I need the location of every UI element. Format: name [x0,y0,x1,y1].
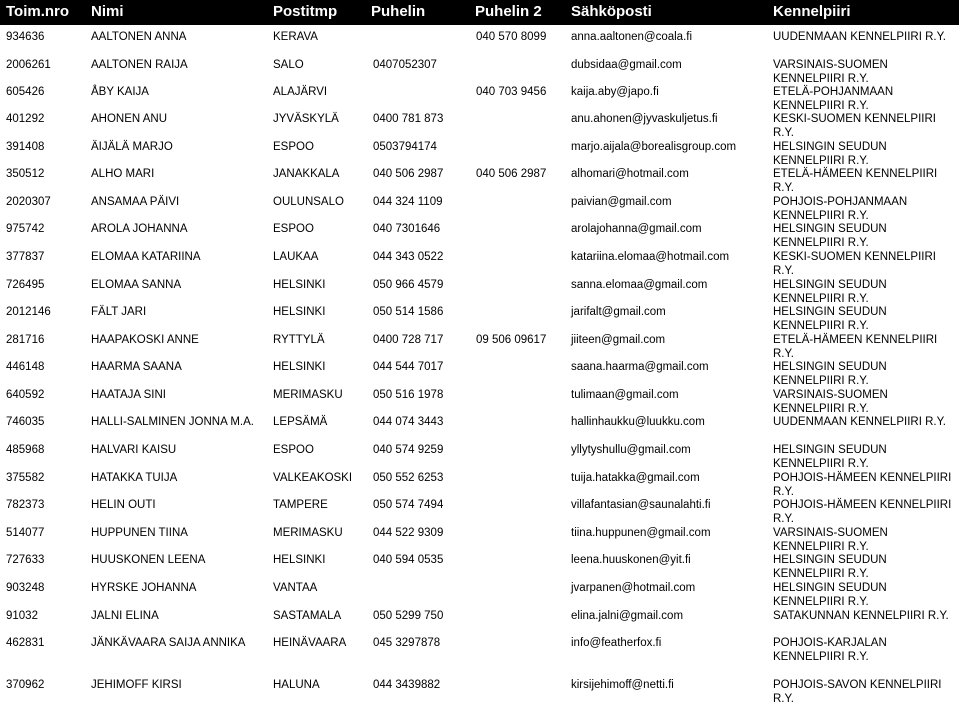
cell-name: HUPPUNEN TIINA [91,527,188,539]
cell-name: HAARMA SAANA [91,361,182,373]
cell-id: 391408 [6,141,45,153]
cell-id: 281716 [6,334,45,346]
cell-email: elina.jalni@gmail.com [571,610,684,622]
cell-phone: 050 966 4579 [373,279,444,291]
cell-phone: 044 3439882 [373,679,441,691]
header-name: Nimi [91,3,124,20]
cell-district: VARSINAIS-SUOMEN KENNELPIIRI R.Y. [773,527,888,553]
cell-postal: LEPSÄMÄ [273,416,328,428]
cell-name: ÅBY KAIJA [91,86,149,98]
cell-id: 903248 [6,582,45,594]
cell-name: AHONEN ANU [91,113,168,125]
cell-phone2: 040 703 9456 [476,86,547,98]
cell-name: HAATAJA SINI [91,389,166,401]
table-header [0,0,959,25]
cell-phone: 050 552 6253 [373,472,444,484]
cell-postal: KERAVA [273,31,318,43]
cell-district: POHJOIS-SAVON KENNELPIIRI R.Y. [773,679,942,705]
cell-id: 514077 [6,527,45,539]
cell-district: ETELÄ-HÄMEEN KENNELPIIRI R.Y. [773,334,938,360]
cell-postal: ESPOO [273,141,314,153]
cell-district: HELSINGIN SEUDUN KENNELPIIRI R.Y. [773,361,887,387]
cell-postal: HALUNA [273,679,320,691]
cell-name: HELIN OUTI [91,499,156,511]
cell-id: 375582 [6,472,45,484]
cell-name: ALHO MARI [91,168,155,180]
cell-name: ELOMAA KATARIINA [91,251,201,263]
cell-email: saana.haarma@gmail.com [571,361,709,373]
cell-name: JALNI ELINA [91,610,159,622]
cell-phone: 045 3297878 [373,637,441,649]
header-postal: Postitmp [273,3,338,20]
cell-phone: 044 544 7017 [373,361,444,373]
cell-postal: LAUKAA [273,251,319,263]
header-id: Toim.nro [6,3,70,20]
cell-district: KESKI-SUOMEN KENNELPIIRI R.Y. [773,113,936,139]
cell-id: 401292 [6,113,45,125]
cell-email: marjo.aijala@borealisgroup.com [571,141,737,153]
cell-email: jiiteen@gmail.com [571,334,666,346]
cell-postal: RYTTYLÄ [273,334,325,346]
cell-email: kaija.aby@japo.fi [571,86,659,98]
cell-id: 91032 [6,610,38,622]
cell-name: AROLA JOHANNA [91,223,188,235]
cell-phone: 040 7301646 [373,223,441,235]
cell-email: anu.ahonen@jyvaskuljetus.fi [571,113,718,125]
cell-phone: 050 5299 750 [373,610,444,622]
cell-email: alhomari@hotmail.com [571,168,689,180]
cell-district: SATAKUNNAN KENNELPIIRI R.Y. [773,610,949,622]
cell-phone: 0400 728 717 [373,334,444,346]
cell-district: POHJOIS-POHJANMAAN KENNELPIIRI R.Y. [773,196,908,222]
cell-district: POHJOIS-HÄMEEN KENNELPIIRI R.Y. [773,472,952,498]
header-email: Sähköposti [571,3,652,20]
cell-district: UUDENMAAN KENNELPIIRI R.Y. [773,31,946,43]
cell-name: FÄLT JARI [91,306,147,318]
cell-name: JEHIMOFF KIRSI [91,679,182,691]
cell-email: tiina.huppunen@gmail.com [571,527,711,539]
cell-email: kirsijehimoff@netti.fi [571,679,674,691]
cell-postal: ESPOO [273,444,314,456]
cell-email: arolajohanna@gmail.com [571,223,702,235]
cell-postal: HELSINKI [273,554,326,566]
cell-id: 605426 [6,86,45,98]
cell-postal: HELSINKI [273,361,326,373]
cell-postal: HELSINKI [273,306,326,318]
cell-email: anna.aaltonen@coala.fi [571,31,693,43]
cell-district: HELSINGIN SEUDUN KENNELPIIRI R.Y. [773,582,887,608]
cell-phone2: 040 570 8099 [476,31,547,43]
cell-postal: MERIMASKU [273,389,343,401]
cell-postal: TAMPERE [273,499,328,511]
cell-name: HATAKKA TUIJA [91,472,178,484]
cell-district: ETELÄ-HÄMEEN KENNELPIIRI R.Y. [773,168,938,194]
cell-name: HALLI-SALMINEN JONNA M.A. [91,416,254,428]
cell-district: VARSINAIS-SUOMEN KENNELPIIRI R.Y. [773,59,888,85]
cell-postal: SASTAMALA [273,610,342,622]
cell-email: tuija.hatakka@gmail.com [571,472,700,484]
cell-phone2: 040 506 2987 [476,168,547,180]
cell-id: 782373 [6,499,45,511]
cell-id: 2012146 [6,306,51,318]
cell-district: HELSINGIN SEUDUN KENNELPIIRI R.Y. [773,223,887,249]
cell-phone2: 09 506 09617 [476,334,547,346]
cell-id: 934636 [6,31,45,43]
cell-district: HELSINGIN SEUDUN KENNELPIIRI R.Y. [773,444,887,470]
cell-district: HELSINGIN SEUDUN KENNELPIIRI R.Y. [773,141,887,167]
cell-email: info@featherfox.fi [571,637,662,649]
cell-id: 350512 [6,168,45,180]
cell-email: paivian@gmail.com [571,196,672,208]
cell-id: 446148 [6,361,45,373]
cell-name: AALTONEN RAIJA [91,59,188,71]
cell-postal: HELSINKI [273,279,326,291]
cell-id: 975742 [6,223,45,235]
cell-postal: ALAJÄRVI [273,86,328,98]
cell-district: HELSINGIN SEUDUN KENNELPIIRI R.Y. [773,306,887,332]
cell-name: ÄIJÄLÄ MARJO [91,141,173,153]
cell-email: jvarpanen@hotmail.com [571,582,696,594]
cell-district: KESKI-SUOMEN KENNELPIIRI R.Y. [773,251,936,277]
cell-email: jarifalt@gmail.com [571,306,666,318]
cell-district: POHJOIS-KARJALAN KENNELPIIRI R.Y. [773,637,887,663]
cell-phone: 050 574 7494 [373,499,444,511]
cell-name: AALTONEN ANNA [91,31,187,43]
cell-email: leena.huuskonen@yit.fi [571,554,691,566]
cell-district: VARSINAIS-SUOMEN KENNELPIIRI R.Y. [773,389,888,415]
cell-phone: 044 522 9309 [373,527,444,539]
cell-name: HAAPAKOSKI ANNE [91,334,199,346]
header-district: Kennelpiiri [773,3,851,20]
cell-phone: 0400 781 873 [373,113,444,125]
header-phone2: Puhelin 2 [475,3,542,20]
cell-phone: 0407052307 [373,59,437,71]
cell-email: katariina.elomaa@hotmail.com [571,251,730,263]
cell-id: 727633 [6,554,45,566]
cell-district: POHJOIS-HÄMEEN KENNELPIIRI R.Y. [773,499,952,525]
cell-phone: 050 516 1978 [373,389,444,401]
cell-postal: SALO [273,59,304,71]
cell-id: 746035 [6,416,45,428]
cell-email: hallinhaukku@luukku.com [571,416,705,428]
cell-postal: JYVÄSKYLÄ [273,113,339,125]
cell-postal: MERIMASKU [273,527,343,539]
cell-id: 377837 [6,251,45,263]
cell-phone: 040 594 0535 [373,554,444,566]
cell-email: dubsidaa@gmail.com [571,59,682,71]
cell-name: HALVARI KAISU [91,444,177,456]
cell-id: 640592 [6,389,45,401]
cell-postal: ESPOO [273,223,314,235]
cell-id: 370962 [6,679,45,691]
cell-phone: 040 574 9259 [373,444,444,456]
cell-postal: JANAKKALA [273,168,340,180]
cell-district: ETELÄ-POHJANMAAN KENNELPIIRI R.Y. [773,86,894,112]
cell-id: 2020307 [6,196,51,208]
cell-name: JÄNKÄVAARA SAIJA ANNIKA [91,637,246,649]
cell-email: villafantasian@saunalahti.fi [571,499,711,511]
cell-email: sanna.elomaa@gmail.com [571,279,708,291]
cell-name: ANSAMAA PÄIVI [91,196,180,208]
cell-name: HYRSKE JOHANNA [91,582,197,594]
cell-phone: 044 074 3443 [373,416,444,428]
cell-id: 485968 [6,444,45,456]
cell-name: HUUSKONEN LEENA [91,554,206,566]
cell-phone: 040 506 2987 [373,168,444,180]
cell-district: UUDENMAAN KENNELPIIRI R.Y. [773,416,946,428]
cell-postal: VANTAA [273,582,318,594]
cell-postal: VALKEAKOSKI [273,472,353,484]
cell-phone: 0503794174 [373,141,437,153]
cell-id: 726495 [6,279,45,291]
cell-id: 462831 [6,637,45,649]
cell-phone: 044 343 0522 [373,251,444,263]
cell-postal: HEINÄVAARA [273,637,347,649]
cell-email: tulimaan@gmail.com [571,389,679,401]
header-phone: Puhelin [371,3,426,20]
cell-district: HELSINGIN SEUDUN KENNELPIIRI R.Y. [773,554,887,580]
cell-postal: OULUNSALO [273,196,344,208]
cell-phone: 050 514 1586 [373,306,444,318]
cell-district: HELSINGIN SEUDUN KENNELPIIRI R.Y. [773,279,887,305]
cell-name: ELOMAA SANNA [91,279,182,291]
cell-id: 2006261 [6,59,51,71]
cell-phone: 044 324 1109 [373,196,443,208]
cell-email: yllytyshullu@gmail.com [571,444,691,456]
